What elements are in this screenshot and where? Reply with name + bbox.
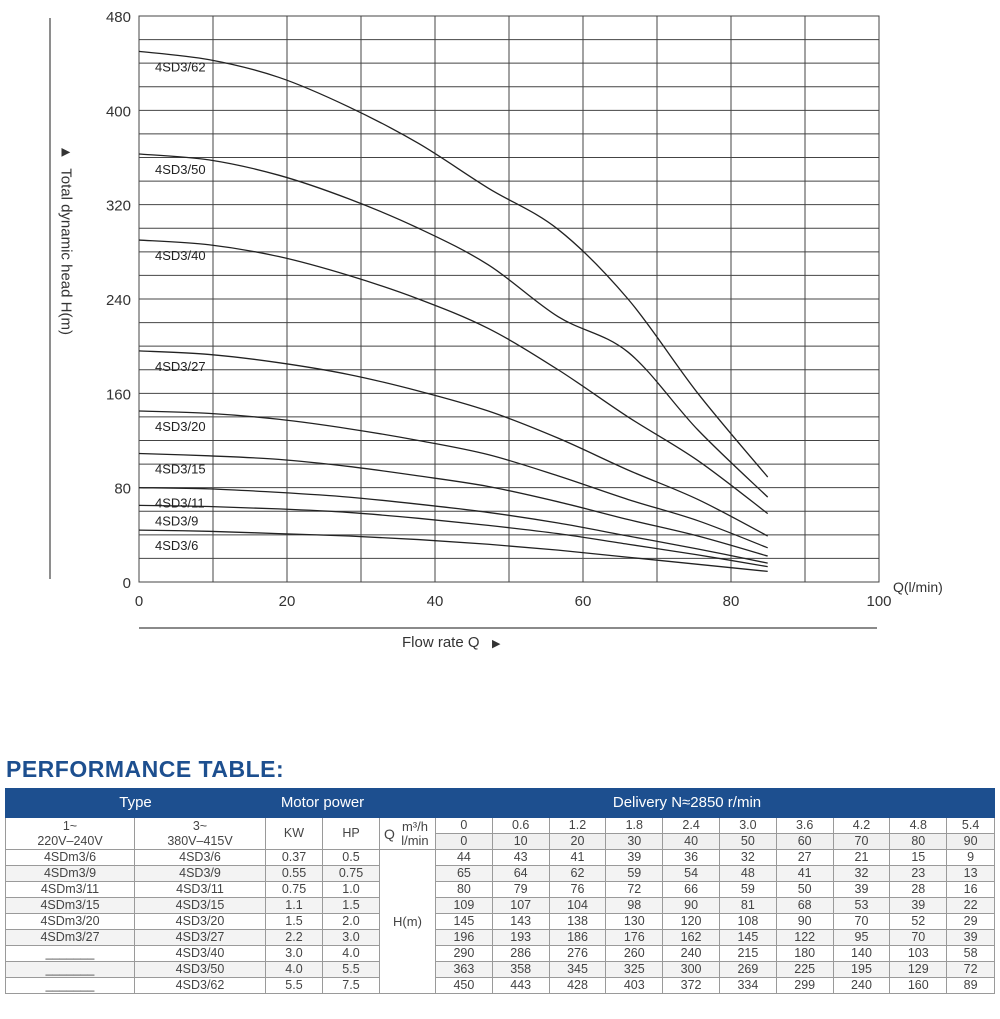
kw-value: 0.75	[266, 882, 323, 898]
head-value: 39	[606, 850, 663, 866]
head-value: 90	[663, 898, 720, 914]
head-value: 79	[492, 882, 549, 898]
head-value: 95	[833, 930, 890, 946]
head-value: 54	[663, 866, 720, 882]
head-value: 16	[947, 882, 995, 898]
head-value: 129	[890, 962, 947, 978]
head-value: 58	[947, 946, 995, 962]
head-value: 52	[890, 914, 947, 930]
head-value: 43	[492, 850, 549, 866]
table-row	[6, 962, 995, 978]
flow-lmin-cell: 40	[663, 834, 720, 850]
flow-lmin-cell: 60	[776, 834, 833, 850]
single-phase-model: 4SDm3/11	[6, 882, 135, 898]
y-tick-label: 480	[105, 9, 131, 26]
three-phase-model: 4SD3/6	[135, 850, 266, 866]
head-value: 403	[606, 978, 663, 994]
head-value: 28	[890, 882, 947, 898]
head-value: 23	[890, 866, 947, 882]
head-value: 325	[606, 962, 663, 978]
table-row	[6, 898, 995, 914]
y-axis-title-text: Total dynamic head H(m)	[57, 168, 75, 335]
series-line	[139, 505, 768, 566]
head-value: 103	[890, 946, 947, 962]
table-row	[6, 914, 995, 930]
head-value: 358	[492, 962, 549, 978]
table-subheader-row-1	[6, 818, 995, 834]
hp-header: HP	[323, 818, 380, 850]
series-line	[139, 411, 768, 548]
hp-value: 4.0	[323, 946, 380, 962]
head-value: 450	[436, 978, 493, 994]
head-value: 109	[436, 898, 493, 914]
head-value: 39	[833, 882, 890, 898]
head-value: 21	[833, 850, 890, 866]
y-tick-label: 0	[122, 575, 131, 592]
table-row	[6, 850, 995, 866]
head-value: 363	[436, 962, 493, 978]
series-line	[139, 154, 768, 497]
head-value: 81	[719, 898, 776, 914]
flow-lmin-cell: 10	[492, 834, 549, 850]
y-axis-title: ▲ Total dynamic head H(m)	[57, 145, 75, 335]
head-value: 29	[947, 914, 995, 930]
head-value: 41	[776, 866, 833, 882]
head-value: 225	[776, 962, 833, 978]
series-label: 4SD3/9	[155, 513, 199, 529]
x-axis-title-text: Flow rate Q	[402, 634, 480, 651]
hp-value: 0.75	[323, 866, 380, 882]
head-value: 372	[663, 978, 720, 994]
kw-value: 4.0	[266, 962, 323, 978]
arrow-right-icon: ▶	[492, 638, 501, 650]
head-value: 39	[947, 930, 995, 946]
kw-header: KW	[266, 818, 323, 850]
three-phase-model: 4SD3/62	[135, 978, 266, 994]
y-tick-label: 240	[105, 292, 131, 309]
three-phase-model: 4SD3/9	[135, 866, 266, 882]
y-tick-label: 80	[114, 480, 131, 498]
head-value: 68	[776, 898, 833, 914]
head-value: 39	[890, 898, 947, 914]
flow-m3h-cell: 1.8	[606, 818, 663, 834]
head-value: 36	[663, 850, 720, 866]
q-header: Q m³/h l/min	[380, 818, 436, 850]
x-unit-label: Q(l/min)	[893, 579, 943, 595]
flow-lmin-cell: 80	[890, 834, 947, 850]
kw-value: 0.55	[266, 866, 323, 882]
flow-lmin-cell: 50	[719, 834, 776, 850]
head-value: 89	[947, 978, 995, 994]
head-value: 32	[833, 866, 890, 882]
three-phase-model: 4SD3/11	[135, 882, 266, 898]
head-value: 15	[890, 850, 947, 866]
head-value: 130	[606, 914, 663, 930]
kw-value: 1.5	[266, 914, 323, 930]
kw-value: 0.37	[266, 850, 323, 866]
hp-value: 7.5	[323, 978, 380, 994]
head-value: 345	[549, 962, 606, 978]
hp-value: 1.0	[323, 882, 380, 898]
head-value: 50	[776, 882, 833, 898]
three-phase-model: 4SD3/40	[135, 946, 266, 962]
three-phase-model: 4SD3/20	[135, 914, 266, 930]
head-value: 72	[606, 882, 663, 898]
flow-m3h-cell: 4.2	[833, 818, 890, 834]
head-value: 334	[719, 978, 776, 994]
series-label: 4SD3/62	[155, 59, 206, 75]
head-value: 195	[833, 962, 890, 978]
x-tick-label: 80	[722, 593, 740, 610]
hp-value: 5.5	[323, 962, 380, 978]
head-value: 76	[549, 882, 606, 898]
head-value: 98	[606, 898, 663, 914]
flow-lmin-cell: 70	[833, 834, 890, 850]
flow-lmin-cell: 90	[947, 834, 995, 850]
head-value: 269	[719, 962, 776, 978]
table-row	[6, 930, 995, 946]
head-value: 64	[492, 866, 549, 882]
head-value: 32	[719, 850, 776, 866]
series-line	[139, 240, 768, 514]
hp-value: 0.5	[323, 850, 380, 866]
head-value: 65	[436, 866, 493, 882]
single-phase-model: 4SDm3/9	[6, 866, 135, 882]
head-value: 215	[719, 946, 776, 962]
x-tick-label: 0	[134, 593, 144, 610]
table-row	[6, 866, 995, 882]
flow-m3h-cell: 0.6	[492, 818, 549, 834]
head-value: 70	[833, 914, 890, 930]
head-value: 41	[549, 850, 606, 866]
single-phase-model: _______	[6, 978, 135, 994]
single-phase-model: _______	[6, 946, 135, 962]
head-value: 22	[947, 898, 995, 914]
kw-value: 2.2	[266, 930, 323, 946]
table-row	[6, 946, 995, 962]
head-value: 108	[719, 914, 776, 930]
head-value: 62	[549, 866, 606, 882]
head-value: 122	[776, 930, 833, 946]
flow-m3h-cell: 0	[436, 818, 493, 834]
series-label: 4SD3/50	[155, 161, 206, 177]
head-value: 196	[436, 930, 493, 946]
head-value: 176	[606, 930, 663, 946]
series-label: 4SD3/27	[155, 358, 206, 374]
x-axis-title	[402, 634, 501, 651]
single-phase-model: _______	[6, 962, 135, 978]
head-value: 59	[719, 882, 776, 898]
flow-m3h-cell: 3.0	[719, 818, 776, 834]
three-phase-model: 4SD3/27	[135, 930, 266, 946]
head-value: 13	[947, 866, 995, 882]
table-row	[6, 882, 995, 898]
head-value: 59	[606, 866, 663, 882]
series-label: 4SD3/6	[155, 538, 199, 554]
head-value: 240	[663, 946, 720, 962]
head-value: 160	[890, 978, 947, 994]
flow-lmin-cell: 30	[606, 834, 663, 850]
head-value: 428	[549, 978, 606, 994]
flow-m3h-cell: 2.4	[663, 818, 720, 834]
table-header-row	[6, 789, 995, 818]
head-value: 145	[719, 930, 776, 946]
kw-value: 3.0	[266, 946, 323, 962]
head-value: 193	[492, 930, 549, 946]
header-type: Type	[6, 789, 266, 818]
performance-table-title: PERFORMANCE TABLE:	[6, 756, 285, 782]
head-value: 90	[776, 914, 833, 930]
head-value: 162	[663, 930, 720, 946]
performance-table	[5, 788, 995, 994]
head-value: 299	[776, 978, 833, 994]
x-tick-label: 40	[426, 593, 444, 610]
head-value: 260	[606, 946, 663, 962]
single-phase-model: 4SDm3/27	[6, 930, 135, 946]
single-phase-header: 1~ 220V–240V	[6, 818, 135, 850]
h-label: H(m)	[380, 850, 436, 994]
flow-m3h-cell: 1.2	[549, 818, 606, 834]
series-label: 4SD3/20	[155, 419, 206, 435]
flow-m3h-cell: 4.8	[890, 818, 947, 834]
head-value: 143	[492, 914, 549, 930]
hp-value: 2.0	[323, 914, 380, 930]
header-motor-power: Motor power	[266, 789, 380, 818]
head-value: 276	[549, 946, 606, 962]
x-tick-label: 60	[574, 593, 592, 610]
y-tick-label: 400	[105, 103, 131, 121]
header-delivery: Delivery N≈2850 r/min	[380, 789, 995, 818]
head-value: 44	[436, 850, 493, 866]
single-phase-model: 4SDm3/20	[6, 914, 135, 930]
kw-value: 5.5	[266, 978, 323, 994]
y-tick-label: 160	[105, 386, 131, 404]
head-value: 443	[492, 978, 549, 994]
hp-value: 1.5	[323, 898, 380, 914]
hp-value: 3.0	[323, 930, 380, 946]
series-label: 4SD3/40	[155, 248, 206, 264]
series-label: 4SD3/11	[155, 495, 205, 511]
flow-m3h-cell: 3.6	[776, 818, 833, 834]
three-phase-model: 4SD3/50	[135, 962, 266, 978]
flow-lmin-cell: 20	[549, 834, 606, 850]
head-value: 9	[947, 850, 995, 866]
head-value: 48	[719, 866, 776, 882]
head-value: 107	[492, 898, 549, 914]
single-phase-model: 4SDm3/6	[6, 850, 135, 866]
head-value: 53	[833, 898, 890, 914]
y-tick-label: 320	[105, 197, 131, 215]
head-value: 72	[947, 962, 995, 978]
series-label: 4SD3/15	[155, 461, 206, 477]
flow-m3h-cell: 5.4	[947, 818, 995, 834]
x-tick-label: 20	[278, 593, 296, 610]
head-value: 27	[776, 850, 833, 866]
head-value: 300	[663, 962, 720, 978]
single-phase-model: 4SDm3/15	[6, 898, 135, 914]
head-value: 120	[663, 914, 720, 930]
head-value: 145	[436, 914, 493, 930]
head-value: 66	[663, 882, 720, 898]
head-value: 80	[436, 882, 493, 898]
head-value: 70	[890, 930, 947, 946]
head-value: 186	[549, 930, 606, 946]
flow-lmin-cell: 0	[436, 834, 493, 850]
series-line	[139, 453, 768, 556]
head-value: 180	[776, 946, 833, 962]
head-value: 138	[549, 914, 606, 930]
head-value: 104	[549, 898, 606, 914]
table-row	[6, 978, 995, 994]
head-value: 140	[833, 946, 890, 962]
head-value: 240	[833, 978, 890, 994]
kw-value: 1.1	[266, 898, 323, 914]
head-value: 290	[436, 946, 493, 962]
three-phase-model: 4SD3/15	[135, 898, 266, 914]
head-value: 286	[492, 946, 549, 962]
series-line	[139, 488, 768, 563]
x-tick-label: 100	[866, 593, 892, 610]
series-line	[139, 51, 768, 477]
three-phase-header: 3~ 380V–415V	[135, 818, 266, 850]
grid	[139, 16, 879, 582]
